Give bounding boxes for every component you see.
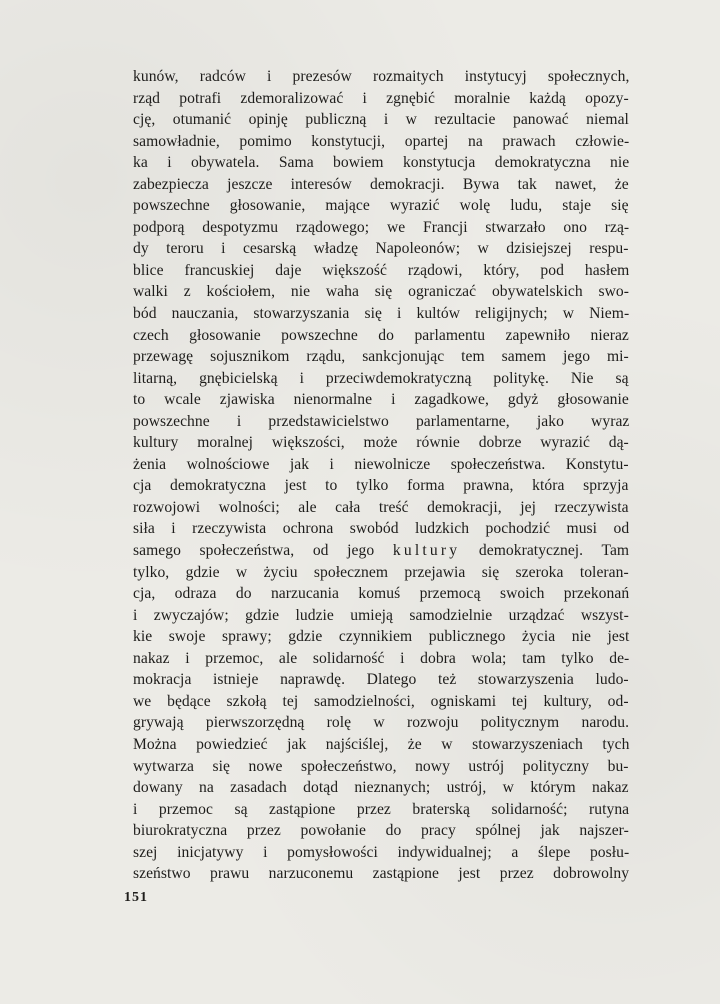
text-line: siła i rzeczywista ochrona swobód ludzkich pochodzić musi od [133,520,630,538]
text-line: biurokratyczna przez powołanie do pracy spólnej jak najszer- [133,822,629,840]
text-line: dy teroru i cesarską władzę Napoleonów; w dzisiejszej respu- [133,240,629,258]
text-line: we będące szkołą tej samodzielności, ogniskami tej kultury, od- [133,692,629,710]
page-number: 151 [124,890,148,905]
text-line: i zwyczajów; gdzie ludzie umieją samodzielnie urządzać wszyst- [133,606,629,624]
emphasized-word: kultury [392,542,461,560]
text-line: to wcale zjawiska nienormalne i zagadkowe, gdyż głosowanie [133,391,629,409]
text-line: podporą despotyzmu rządowego; we Francji stwarzało ono rzą- [133,218,630,236]
text-line: powszechne głosowanie, mające wyrazić wolę ludu, staje się [133,197,629,215]
text-line: rząd potrafi zdemoralizować i zgnębić moralnie każdą opozy- [133,89,629,107]
text-line: grywają pierwszorzędną rolę w rozwoju politycznym narodu. [133,714,630,732]
text-line: cję, otumanić opinję publiczną i w rezultacie panować niemal [133,111,629,129]
text-line: ka i obywatela. Sama bowiem konstytucja demokratyczna nie [133,154,630,172]
text-line: bód nauczania, stowarzyszania się i kultów religijnych; w Niem- [133,305,630,323]
text-line: czech głosowanie powszechne do parlamentu zapewniło nieraz [133,326,629,344]
text-line: kunów, radców i prezesów rozmaitych instytucyj społecznych, [133,68,630,85]
text-line: litarną, gnębicielską i przeciwdemokratyczną politykę. Nie są [133,369,629,387]
text-line: zabezpiecza jeszcze interesów demokracji. Bywa tak nawet, że [133,175,629,193]
text-line: żenia wolnościowe jak i niewolnicze społeczeństwa. Konstytu- [133,455,629,473]
text-line: kultury moralnej większości, może równie dobrze wyrazić dą- [133,434,629,452]
text-line: powszechne i przedstawicielstwo parlamentarne, jako wyraz [133,412,630,430]
text-line: dowany na zasadach dotąd nieznanych; ustrój, w którym nakaz [133,779,629,797]
text-line: wytwarza się nowe społeczeństwo, nowy ustrój polityczny bu- [133,757,629,775]
text-line: blice francuskiej daje większość rządowi, który, pod hasłem [133,261,630,279]
body-text [133,66,629,885]
text-line: mokracja istnieje naprawdę. Dlatego też stowarzyszenia ludo- [133,671,629,689]
text-segment: samego społeczeństwa, od jego [133,542,375,560]
text-line: samowładnie, pomimo konstytucji, opartej na prawach człowie- [133,132,630,150]
text-line: szeństwo prawu narzuconemu zastąpione jest przez dobrowolny [133,865,630,883]
text-line: kie swoje sprawy; gdzie czynnikiem publicznego życia nie jest [133,628,630,646]
text-line: i przemoc są zastąpione przez braterską solidarność; rutyna [133,800,630,818]
text-line: przewagę sojusznikom rządu, sankcjonując tem samem jego mi- [133,348,629,366]
text-line: walki z kościołem, nie waha się ograniczać obywatelskich swo- [133,283,630,301]
text-line: szej inicjatywy i pomysłowości indywidualnej; a ślepe posłu- [133,843,630,861]
text-line: cja demokratyczna jest to tylko forma prawna, która sprzyja [133,477,629,495]
text-line: Można powiedzieć jak najściślej, że w stowarzyszeniach tych [133,735,630,753]
text-line: rozwojowi wolności; ale cała treść demokracji, jej rzeczywista [133,498,629,516]
text-line: cja, odraza do narzucania komuś przemocą swoich przekonań [133,585,630,603]
text-line: tylko, gdzie w życiu społecznem przejawia się szeroka toleran- [133,563,629,581]
text-segment: demokratycznej. Tam [478,542,630,560]
text-line-kultury [133,540,629,562]
text-line: nakaz i przemoc, ale solidarność i dobra wola; tam tylko de- [133,649,630,667]
